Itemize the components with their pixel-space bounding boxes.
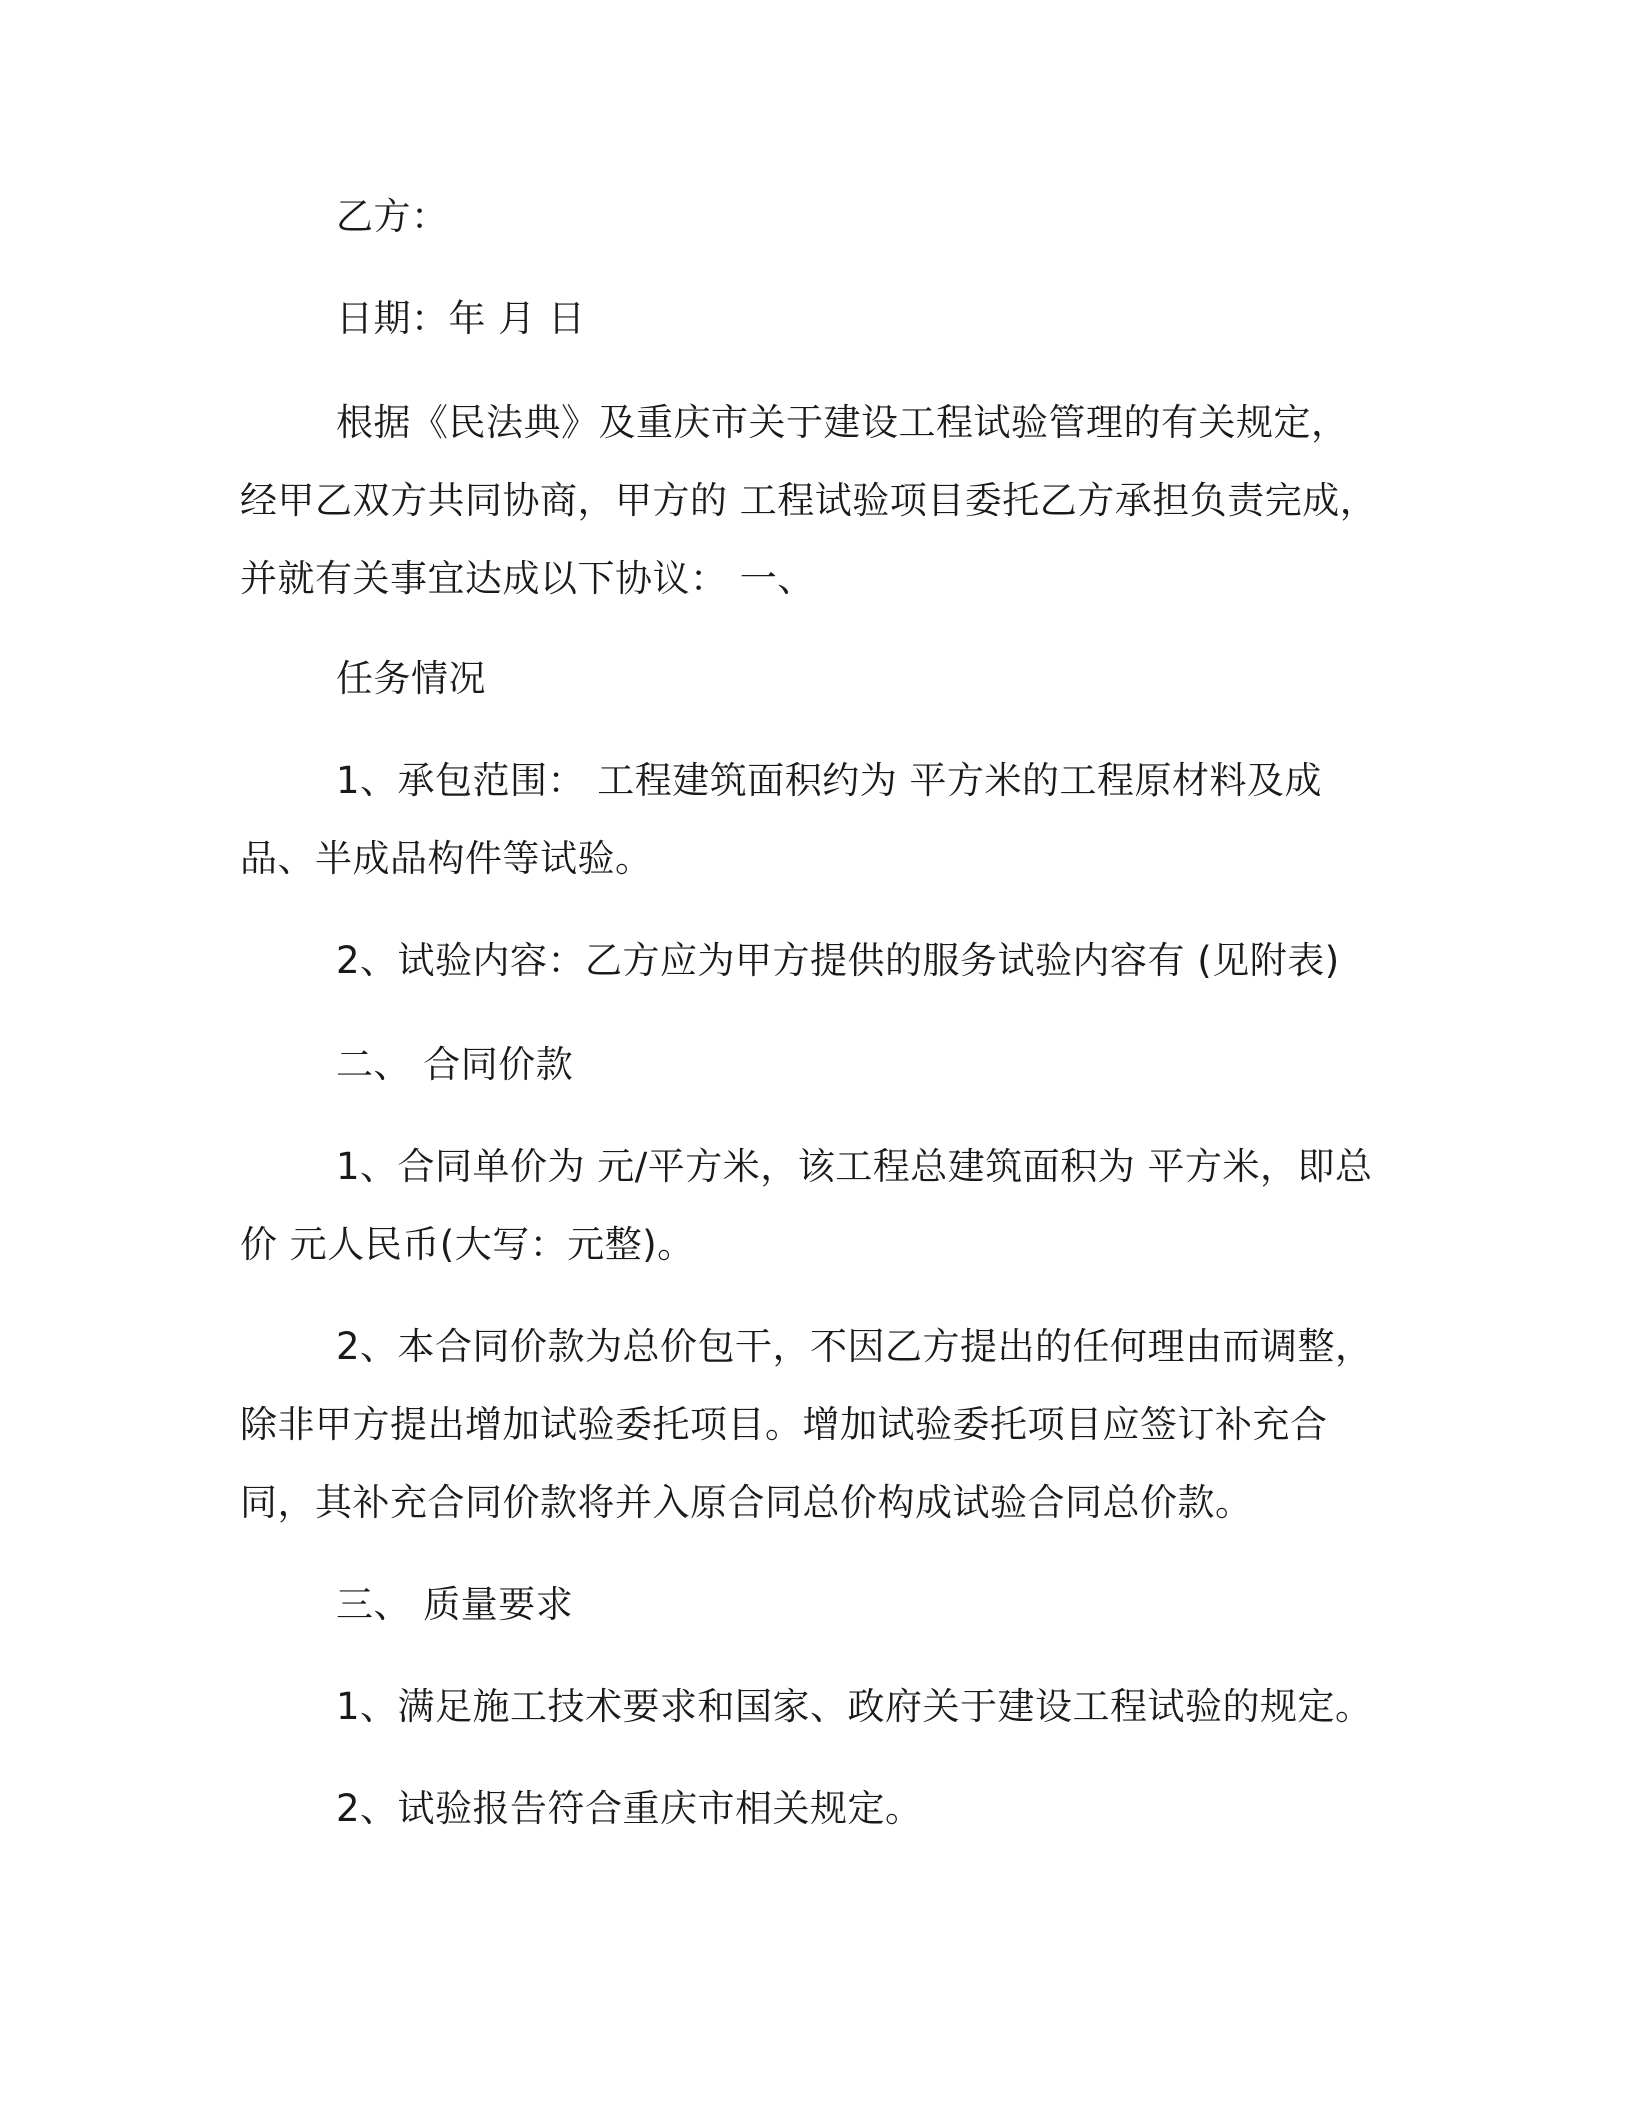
- section3-item1: 1、满足施工技术要求和国家、政府关于建设工程试验的规定。: [336, 1685, 1373, 1728]
- section3-item2: 2、试验报告符合重庆市相关规定。: [336, 1787, 923, 1830]
- party-b-label: 乙方：: [336, 195, 449, 238]
- section1-item1: 1、承包范围： 工程建筑面积约为 平方米的工程原材料及成品、半成品构件等试验。: [240, 759, 1323, 880]
- section2-item1: 1、合同单价为 元/平方米，该工程总建筑面积为 平方米，即总价 元人民币(大写：元整)。: [240, 1145, 1373, 1266]
- section3-title: 三、 质量要求: [336, 1583, 574, 1626]
- section1-title: 任务情况: [336, 657, 486, 700]
- section2-title: 二、 合同价款: [336, 1043, 574, 1086]
- date-label: 日期：年 月 日: [336, 297, 586, 340]
- section2-item2: 2、本合同价款为总价包干，不因乙方提出的任何理由而调整，除非甲方提出增加试验委托项目。增加试验委托项目应签订补充合同，其补充合同价款将并入原合同总价构成试验合同总价款。: [240, 1325, 1373, 1524]
- section1-item2: 2、试验内容：乙方应为甲方提供的服务试验内容有 (见附表): [336, 939, 1340, 982]
- intro-paragraph: 根据《民法典》及重庆市关于建设工程试验管理的有关规定，经甲乙双方共同协商，甲方的 工程试验项目委托乙方承担负责完成，并就有关事宜达成以下协议： 一、: [240, 401, 1378, 600]
